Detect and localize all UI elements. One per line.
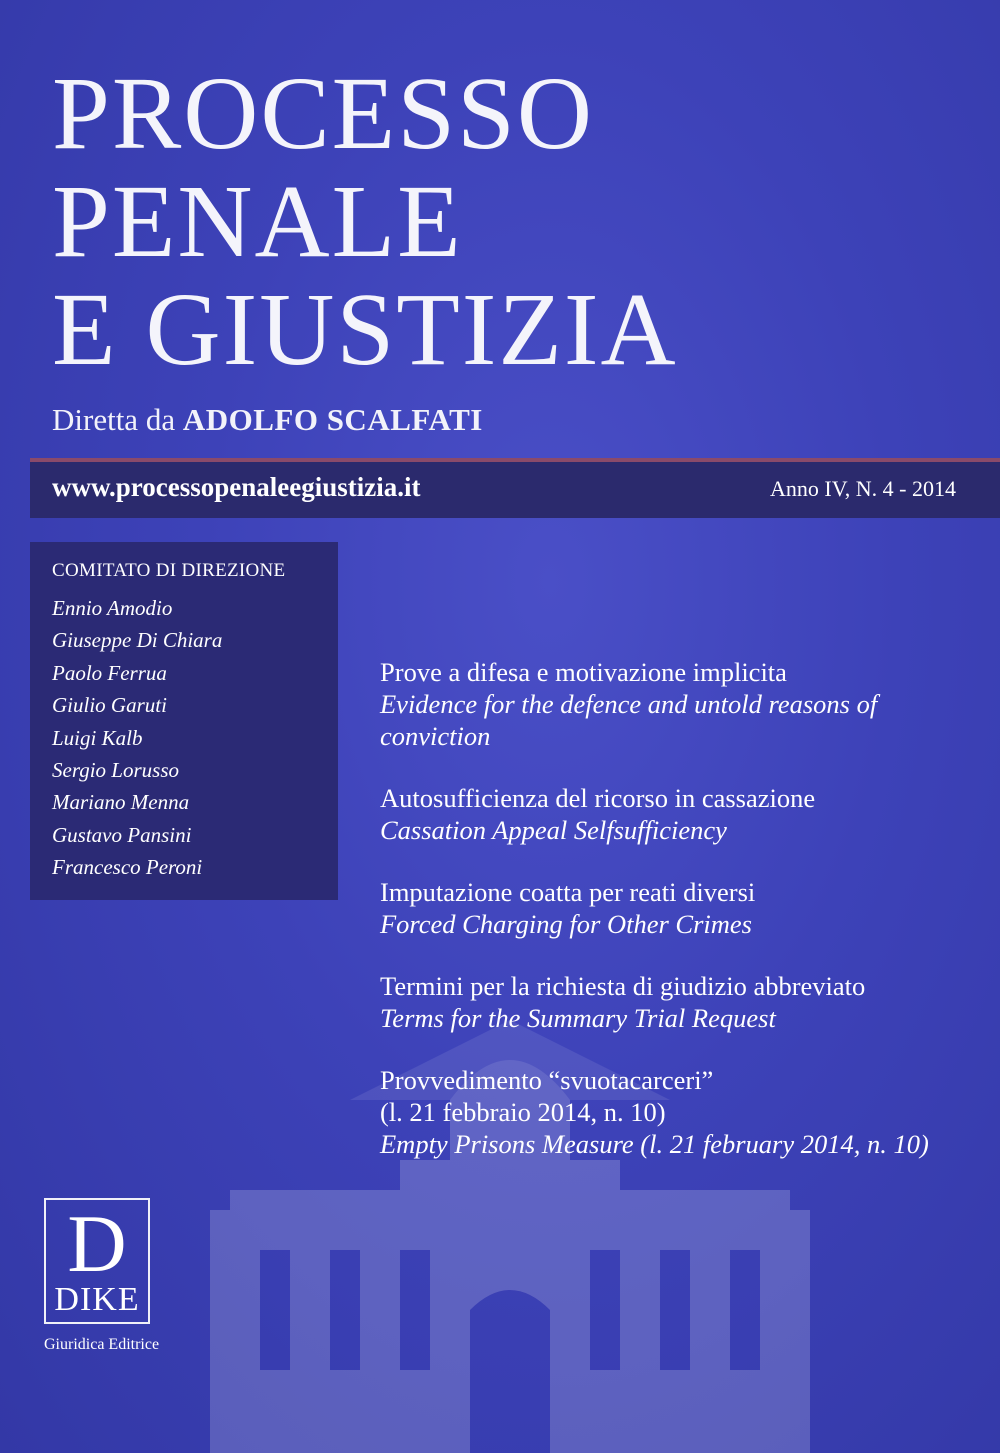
committee-member: Paolo Ferrua xyxy=(52,660,167,685)
publisher-logo xyxy=(44,1198,160,1354)
editor-name: ADOLFO SCALFATI xyxy=(182,402,483,437)
committee-member: Luigi Kalb xyxy=(52,725,143,750)
article-title-it-continued: (l. 21 febbraio 2014, n. 10) xyxy=(380,1097,666,1127)
article-title-it: Imputazione coatta per reati diversi xyxy=(380,877,756,907)
committee-box xyxy=(30,542,338,900)
article-title-en: Cassation Appeal Selfsufficiency xyxy=(380,815,727,845)
title-line-2: PENALE xyxy=(52,164,463,279)
article-title-en: Forced Charging for Other Crimes xyxy=(380,909,752,939)
article-title-en: Evidence for the defence and untold reasons of conviction xyxy=(380,689,878,751)
committee-member: Mariano Menna xyxy=(52,790,190,815)
committee-member: Ennio Amodio xyxy=(52,596,173,620)
title-line-1: PROCESSO xyxy=(52,56,594,171)
committee-member: Giuseppe Di Chiara xyxy=(52,628,223,653)
article-list xyxy=(380,656,990,1190)
article-item xyxy=(380,970,990,1034)
article-title-it: Termini per la richiesta di giudizio abbreviato xyxy=(380,971,866,1001)
committee-member: Francesco Peroni xyxy=(52,855,203,880)
article-title-it: Autosufficienza del ricorso in cassazione xyxy=(380,783,816,813)
title-line-3: E GIUSTIZIA xyxy=(52,272,678,387)
editor-prefix: Diretta da xyxy=(52,402,176,437)
article-item xyxy=(380,782,990,846)
publisher-letter: D xyxy=(67,1198,127,1289)
committee-member: Sergio Lorusso xyxy=(52,758,179,783)
website-link[interactable]: www.processopenaleegiustizia.it xyxy=(52,472,421,502)
committee-heading: COMITATO DI DIREZIONE xyxy=(52,560,286,581)
committee-member: Gustavo Pansini xyxy=(52,822,192,847)
article-title-en: Terms for the Summary Trial Request xyxy=(380,1003,776,1033)
committee-list xyxy=(52,592,338,884)
article-title-en: Empty Prisons Measure (l. 21 february 2014, n. 10) xyxy=(380,1129,929,1159)
editor-line xyxy=(52,402,483,438)
publisher-name: DIKE xyxy=(54,1281,140,1318)
article-title-it: Prove a difesa e motivazione implicita xyxy=(380,657,787,687)
publisher-subtitle: Giuridica Editrice xyxy=(44,1336,160,1353)
article-item xyxy=(380,876,990,940)
journal-title xyxy=(52,56,678,387)
info-band xyxy=(30,458,1000,518)
article-item xyxy=(380,656,990,752)
issue-number: Anno IV, N. 4 - 2014 xyxy=(770,476,956,501)
article-title-it: Provvedimento “svuotacarceri” xyxy=(380,1065,714,1095)
publisher-logo-box xyxy=(44,1198,150,1324)
article-item xyxy=(380,1064,990,1160)
committee-member: Giulio Garuti xyxy=(52,693,167,718)
